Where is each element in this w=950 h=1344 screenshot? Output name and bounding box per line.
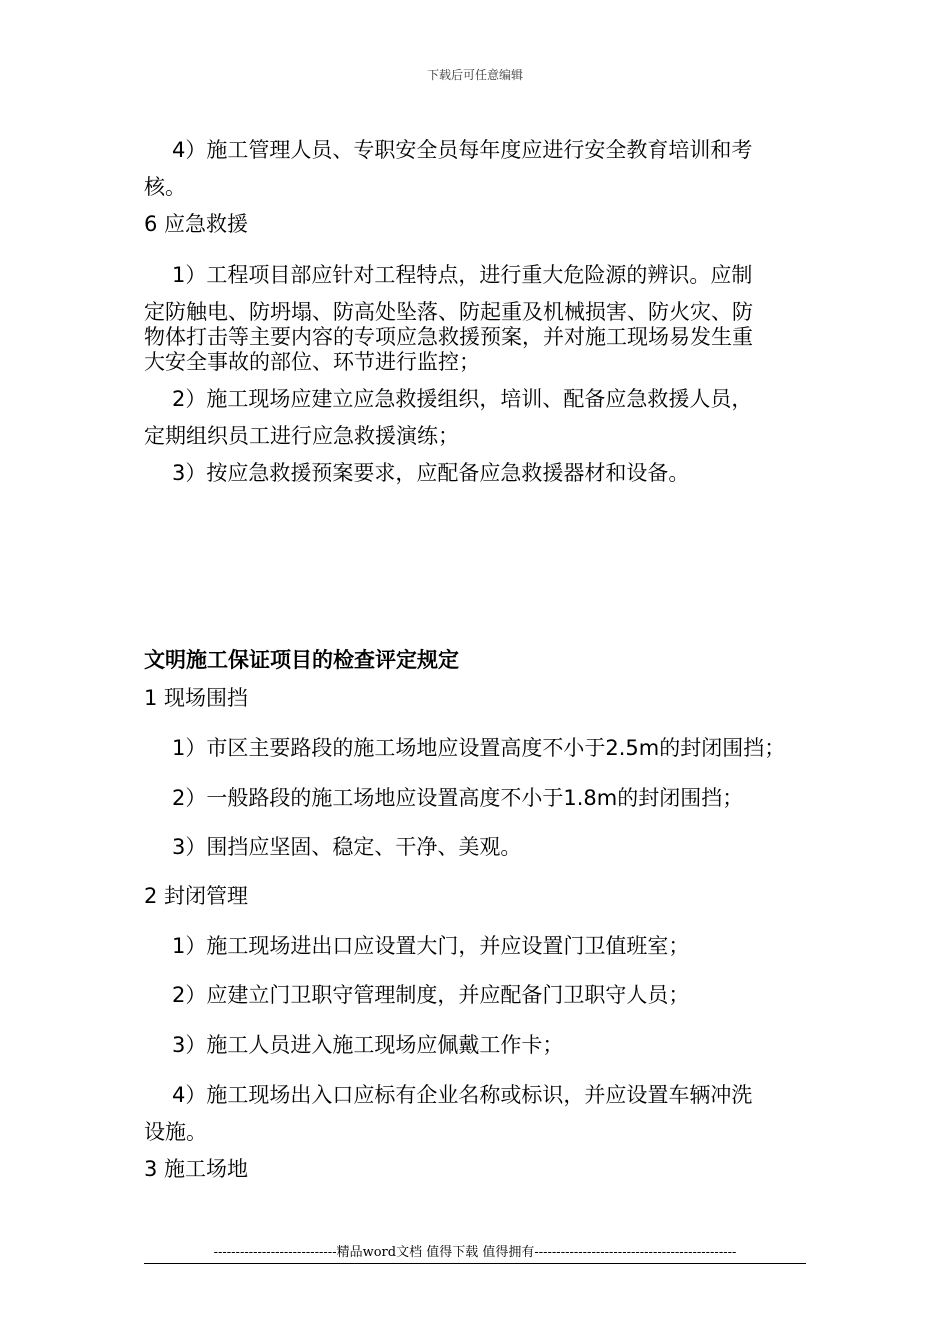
- text-line-entrance-sign: 4）施工现场出入口应标有企业名称或标识，并应设置车辆冲洗: [172, 1083, 753, 1107]
- text-line-1-cont-b: 物体打击等主要内容的专项应急救援预案，并对施工现场易发生重: [144, 325, 753, 349]
- section-heading-site-enclosure: 1 现场围挡: [144, 686, 249, 710]
- text-line-1-cont-c: 大安全事故的部位、环节进行监控；: [144, 350, 480, 374]
- text-line-2-cont: 定期组织员工进行应急救援演练；: [144, 424, 459, 448]
- text-line-work-card: 3）施工人员进入施工现场应佩戴工作卡；: [172, 1033, 564, 1057]
- section-title-civilized-construction: 文明施工保证项目的检查评定规定: [144, 648, 459, 672]
- text-line-entrance-sign-cont: 设施。: [144, 1120, 207, 1144]
- text-line-3-equipment: 3）按应急救援预案要求，应配备应急救援器材和设备。: [172, 461, 690, 485]
- text-line-1-cont-a: 定防触电、防坍塌、防高处坠落、防起重及机械损害、防火灾、防: [144, 300, 753, 324]
- text-line-4-training-cont: 核。: [144, 175, 186, 199]
- section-heading-emergency-rescue: 6 应急救援: [144, 212, 249, 236]
- text-line-enclosure-1-8m: 2）一般路段的施工场地应设置高度不小于1.8m的封闭围挡；: [172, 786, 744, 810]
- section-heading-construction-site: 3 施工场地: [144, 1157, 249, 1181]
- page-header-note: 下载后可任意编辑: [426, 68, 523, 82]
- text-line-gate: 1）施工现场进出口应设置大门，并应设置门卫值班室；: [172, 934, 690, 958]
- text-line-guard-system: 2）应建立门卫职守管理制度，并应配备门卫职守人员；: [172, 983, 690, 1007]
- page-footer-text: ----------------------------精品word文档 值得下载 值得拥有----------------------------------------------: [213, 1245, 737, 1260]
- text-line-2-rescue-organization: 2）施工现场应建立应急救援组织，培训、配备应急救援人员，: [172, 387, 753, 411]
- section-heading-closed-management: 2 封闭管理: [144, 884, 249, 908]
- text-line-4-training: 4）施工管理人员、专职安全员每年度应进行安全教育培训和考: [172, 138, 753, 162]
- text-line-enclosure-quality: 3）围挡应坚固、稳定、干净、美观。: [172, 835, 522, 859]
- text-line-1-hazard-identification: 1）工程项目部应针对工程特点，进行重大危险源的辨识。应制: [172, 263, 753, 287]
- text-line-enclosure-2-5m: 1）市区主要路段的施工场地应设置高度不小于2.5m的封闭围挡；: [172, 736, 786, 760]
- footer-divider: [144, 1263, 806, 1264]
